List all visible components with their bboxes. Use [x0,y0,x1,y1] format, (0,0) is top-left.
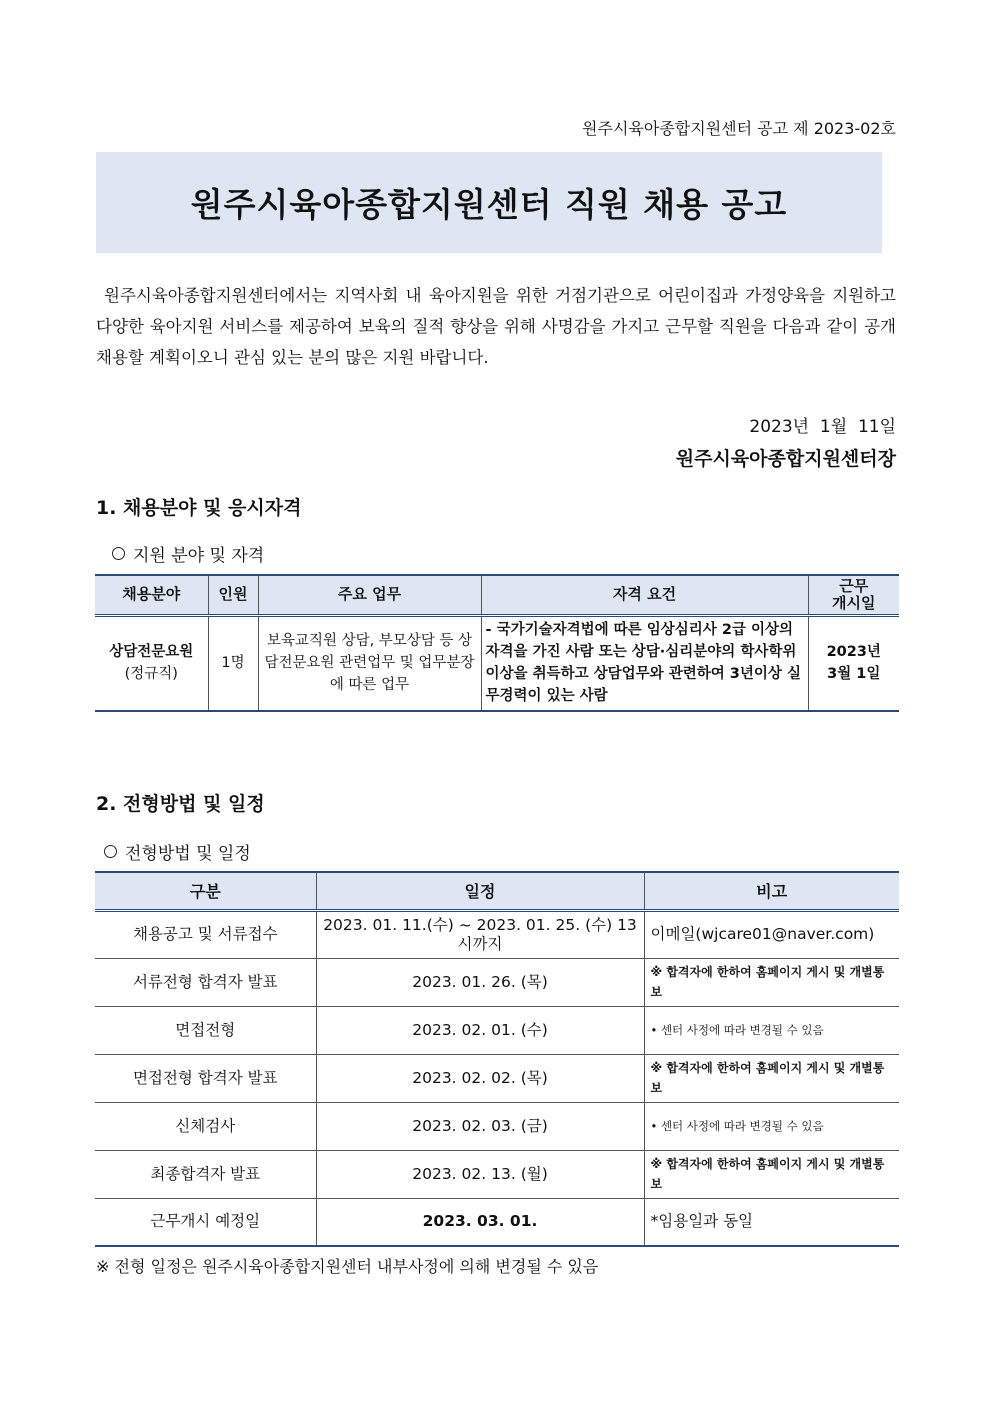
cell-schedule: 2023. 02. 02. (목) [316,1054,644,1102]
cell-stage: 면접전형 합격자 발표 [95,1054,316,1102]
table-row [95,910,899,958]
intro-paragraph: 원주시육아종합지원센터에서는 지역사회 내 육아지원을 위한 거점기관으로 어린이집과 가정양육을 지원하고 다양한 육아지원 서비스를 제공하여 보육의 질적 향상을 위해 사명감을 가지고 근무할 직원을 다음과 같이 공개 채용할 계획이오니 관심 있는 분의 많은 지원 바랍니다. [96,286,896,367]
cell-qualification: - 국가기술자격법에 따른 임상심리사 2급 이상의 자격을 가진 사람 또는 상담·심리분야의 학사학위 이상을 취득하고 상담업무와 관련하여 3년이상 실무경력이 있는 사람 [481,615,808,711]
cell-note: 이메일(wjcare01@naver.com) [644,910,899,958]
cell-count: 1명 [208,615,258,711]
field-type: (정규직) [124,666,178,683]
cell-note: ※ 합격자에 한하여 홈페이지 게시 및 개별통보 [644,1150,899,1198]
circle-bullet-icon [112,547,125,560]
table-row [95,1006,899,1054]
table-row [95,1054,899,1102]
start-year: 2023년 [826,644,881,661]
section2-subtitle [104,839,251,864]
cell-note: • 센터 사정에 따라 변경될 수 있음 [644,1006,899,1054]
notice-number: 원주시육아종합지원센터 공고 제 2023-02호 [582,119,896,138]
cell-stage: 최종합격자 발표 [95,1150,316,1198]
cell-stage: 면접전형 [95,1006,316,1054]
table-row [95,1198,899,1246]
cell-schedule: 2023. 02. 03. (금) [316,1102,644,1150]
cell-note: ※ 합격자에 한하여 홈페이지 게시 및 개별통보 [644,1054,899,1102]
cell-note: ※ 합격자에 한하여 홈페이지 게시 및 개별통보 [644,958,899,1006]
header-field: 채용분야 [95,575,208,615]
start-day: 3월 1일 [827,666,881,683]
table-row [95,1102,899,1150]
header-start-date: 근무 개시일 [808,575,899,615]
table-header-row [95,575,899,615]
table-header-row [95,872,899,910]
cell-note: *임용일과 동일 [644,1198,899,1246]
field-name: 상담전문요원 [109,644,194,661]
header-stage: 구분 [95,872,316,910]
table-row [95,958,899,1006]
cell-schedule: 2023. 01. 26. (목) [316,958,644,1006]
header-schedule: 일정 [316,872,644,910]
cell-note: • 센터 사정에 따라 변경될 수 있음 [644,1102,899,1150]
section2-subtitle-text: 전형방법 및 일정 [125,844,251,864]
announcement-date: 2023년 1월 11일 [749,417,896,437]
cell-stage: 서류전형 합격자 발표 [95,958,316,1006]
cell-schedule: 2023. 02. 01. (수) [316,1006,644,1054]
section1-subtitle-text: 지원 분야 및 자격 [133,546,265,566]
qualification-table [95,574,899,712]
section1-subtitle [112,541,264,566]
cell-stage: 근무개시 예정일 [95,1198,316,1246]
cell-stage: 채용공고 및 서류접수 [95,910,316,958]
cell-duties: 보육교직원 상담, 부모상담 등 상담전문요원 관련업무 및 업무분장에 따른 업무 [258,615,481,711]
circle-bullet-icon [104,845,117,858]
signer: 원주시육아종합지원센터장 [675,448,896,470]
header-qualification: 자격 요건 [481,575,808,615]
cell-schedule: 2023. 02. 13. (월) [316,1150,644,1198]
footnote: ※ 전형 일정은 원주시육아종합지원센터 내부사정에 의해 변경될 수 있음 [96,1257,599,1276]
schedule-table [95,871,899,1247]
section1-title: 1. 채용분야 및 응시자격 [96,497,302,519]
page-title: 원주시육아종합지원센터 직원 채용 공고 [190,185,788,224]
cell-start-date [808,615,899,711]
header-count: 인원 [208,575,258,615]
cell-schedule: 2023. 01. 11.(수) ~ 2023. 01. 25. (수) 13시까지 [316,910,644,958]
cell-schedule: 2023. 03. 01. [316,1198,644,1246]
header-duties: 주요 업무 [258,575,481,615]
title-banner [96,152,882,253]
header-note: 비고 [644,872,899,910]
table-row [95,615,899,711]
section2-title: 2. 전형방법 및 일정 [96,793,265,815]
cell-stage: 신체검사 [95,1102,316,1150]
table-row [95,1150,899,1198]
cell-field [95,615,208,711]
